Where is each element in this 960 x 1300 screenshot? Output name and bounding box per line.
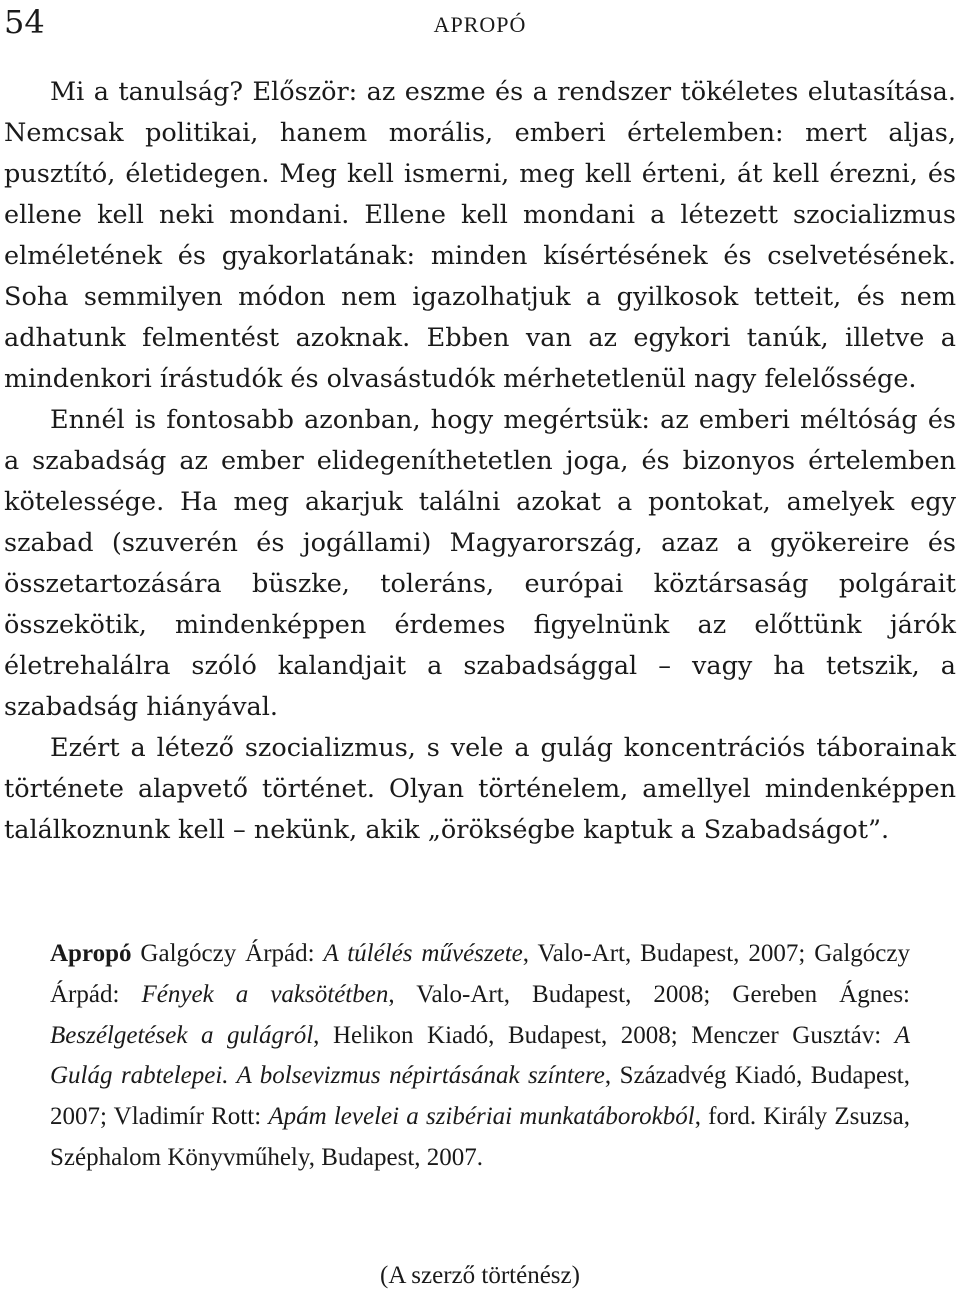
bibliography: [50, 934, 910, 1179]
bib-text: , Valo-Art, Budapest, 2008; Gereben Ágnes:: [388, 980, 910, 1008]
paragraph: Mi a tanulság? Először: az eszme és a rendszer tökéletes elutasítása. Nemcsak politikai, hanem morális, emberi értelemben: mert aljas, pusztító, életidegen. Meg kell ismerni, meg kell érteni, át kell érezni, és ellene kell neki mondani. Ellene kell mondani a létezett szocializmus elméletének és gyakorlatának: minden kísértésének és cselvetésének. Soha semmilyen módon nem igazolhatjuk a gyilkosok tetteit, és nem adhatunk felmentést azoknak. Ebben van az egykori tanúk, illetve a mindenkori írástudók és olvasástudók mérhetetlenül nagy felelőssége.: [4, 77, 956, 394]
paragraph: Ennél is fontosabb azonban, hogy megértsük: az emberi méltóság és a szabadság az ember elidegeníthetetlen joga, és bizonyos értelemben kötelessége. Ha meg akarjuk találni azokat a pontokat, amelyek egy szabad (szuverén és jogállami) Magyarország, azaz a gyökereire és összetartozására büszke, toleráns, európai köztársaság polgárait összekötik, mindenképpen érdemes figyelnünk az előttünk járók életrehalálra szóló kalandjait a szabadsággal – vagy ha tetszik, a szabadság hiányával.: [4, 405, 956, 722]
bib-title: A Gulág rabtelepei. A bolsevizmus népirtásának színtere: [50, 1021, 910, 1090]
paragraph: Ezért a létező szocializmus, s vele a gulág koncentrációs táborainak története alapvető történet. Olyan történelem, amellyel mindenképpen találkoznunk kell – nekünk, akik „örökségbe kaptuk a Szabadságot”.: [4, 733, 956, 845]
bib-title: Apám levelei a szibériai munkatáborokból: [268, 1103, 695, 1131]
bib-text: , ford. Király Zsuzsa, Széphalom Könyvműhely, Budapest, 2007.: [50, 1103, 910, 1171]
bibliography-lead: Apropó: [50, 940, 132, 967]
bib-title: A túlélés művészete: [323, 940, 523, 967]
author-note: (A szerző történész): [380, 1262, 580, 1289]
page-number: 54: [4, 3, 45, 41]
bib-text: , Századvég Kiadó, Budapest, 2007; Vladimír Rott:: [50, 1062, 910, 1131]
running-head: APROPÓ: [433, 12, 527, 37]
bib-text: , Valo-Art, Budapest, 2007; Galgóczy Árpád:: [50, 940, 910, 1008]
bib-title: Fények a vaksötétben: [141, 980, 389, 1008]
body-text: [4, 72, 956, 851]
bib-text: Galgóczy Árpád:: [131, 940, 324, 967]
bibliography-entry: [50, 934, 910, 1179]
bib-text: , Helikon Kiadó, Budapest, 2008; Menczer Gusztáv:: [313, 1021, 895, 1049]
bib-title: Beszélgetések a gulágról: [50, 1021, 314, 1049]
